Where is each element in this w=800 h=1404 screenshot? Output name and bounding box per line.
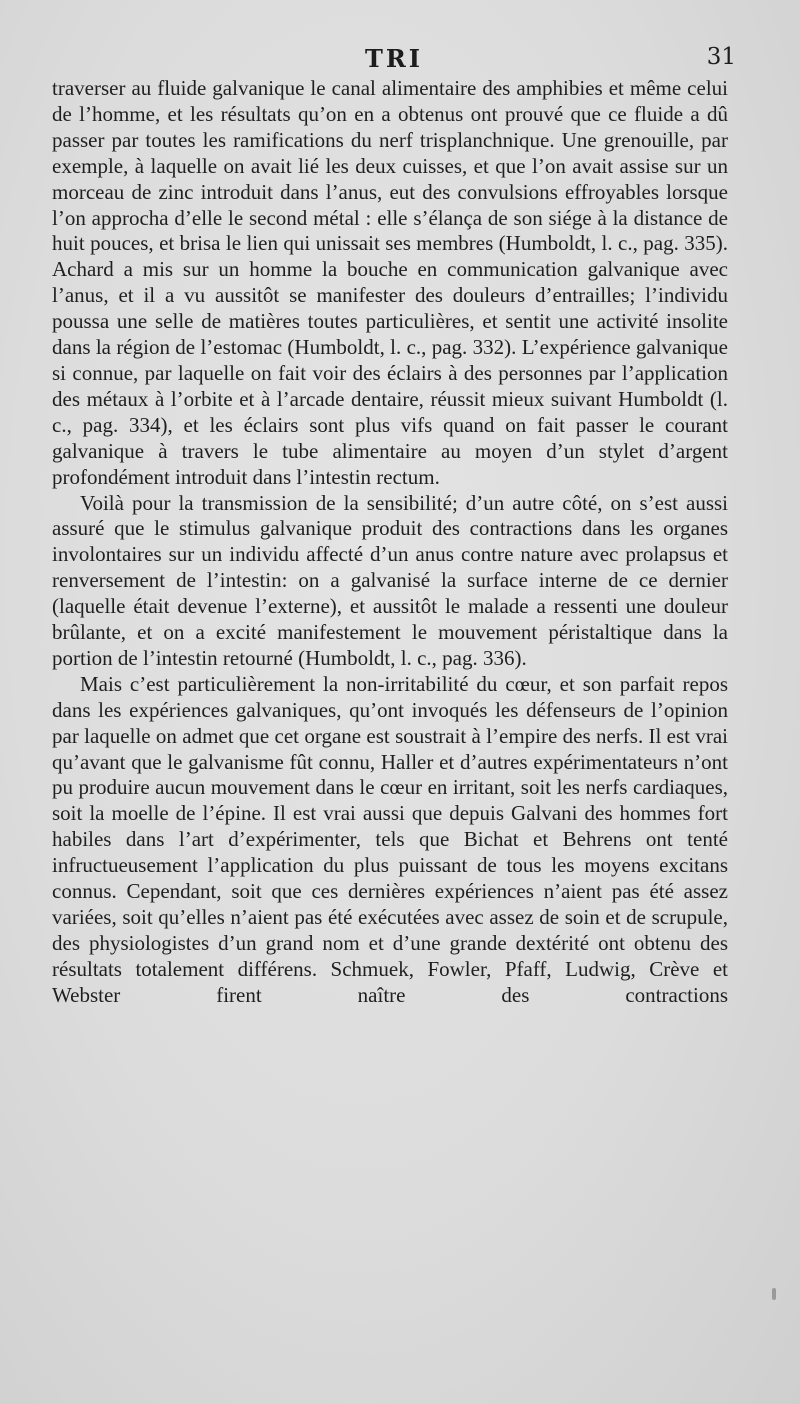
paragraph-1: traverser au fluide galvanique le canal alimentaire des amphibies et même celui de l’homme, et les résultats qu’on en a obtenus ont prouvé que ce fluide a dû passer par toutes les ramifications du nerf trisplanchnique. Une grenouille, par exemple, à laquelle on avait lié les deux cuisses, et que l’on avait assise sur un morceau de zinc introduit dans l’anus, eut des convulsions effroyables lorsque l’on approcha d’elle le second métal : elle s’élança de son siége à la distance de huit pouces, et brisa le lien qui unissait ses membres (Humboldt, l. c., pag. 335). Achard a mis sur un homme la bouche en communication galvanique avec l’anus, et il a vu aussitôt se manifester des douleurs d’entrailles; l’individu poussa une selle de matières toutes particulières, et sentit une activité insolite dans la région de l’estomac (Humboldt, l. c., pag. 332). L’expérience galvanique si connue, par laquelle on fait voir des éclairs à des personnes par l’application des métaux à l’orbite et à l’arcade dentaire, réussit mieux suivant Humboldt (l. c., pag. 334), et les éclairs sont plus vifs quand on fait passer le courant galvanique à travers le tube alimentaire au moyen d’un stylet d’argent profondément introduit dans l’intestin rectum. (52, 76, 728, 489)
paragraph-2: Voilà pour la transmission de la sensibilité; d’un autre côté, on s’est aussi assuré que le stimulus galvanique produit des contractions dans les organes involontaires sur un individu affecté d’un anus contre nature avec prolapsus et renversement de l’intestin: on a galvanisé la surface interne de ce dernier (laquelle était devenue l’externe), et aussitôt le malade a ressenti une douleur brûlante, et on a excité manifestement le mouvement péristaltique dans la portion de l’intestin retourné (Humboldt, l. c., pag. 336). (52, 490, 728, 670)
paragraph-3: Mais c’est particulièrement la non-irritabilité du cœur, et son parfait repos dans les expériences galvaniques, qu’ont invoqués les défenseurs de l’opinion par laquelle on admet que cet organe est soustrait à l’empire des nerfs. Il est vrai qu’avant que le galvanisme fût connu, Haller et d’autres expérimentateurs n’ont pu produire aucun mouvement dans le cœur en irritant, soit les nerfs cardiaques, soit la moelle de l’épine. Il est vrai aussi que depuis Galvani des hommes fort habiles dans l’art d’expérimenter, tels que Bichat et Behrens ont tenté infructueusement l’application du plus puissant de tous les moyens excitans connus. Cependant, soit que ces dernières expériences n’aient pas été assez variées, soit qu’elles n’aient pas été exécutées avec assez de soin et de scrupule, des physiologistes d’un grand nom et d’une grande dextérité ont obtenu des résultats totalement différens. Schmuek, Fowler, Pfaff, Ludwig, Crève et Webster firent naître des contractions (52, 671, 728, 1007)
page-number: 31 (706, 44, 736, 70)
running-head: TRI (364, 44, 424, 73)
paper-blemish (772, 1288, 776, 1300)
page-header (52, 44, 736, 78)
body-text (52, 76, 728, 1009)
